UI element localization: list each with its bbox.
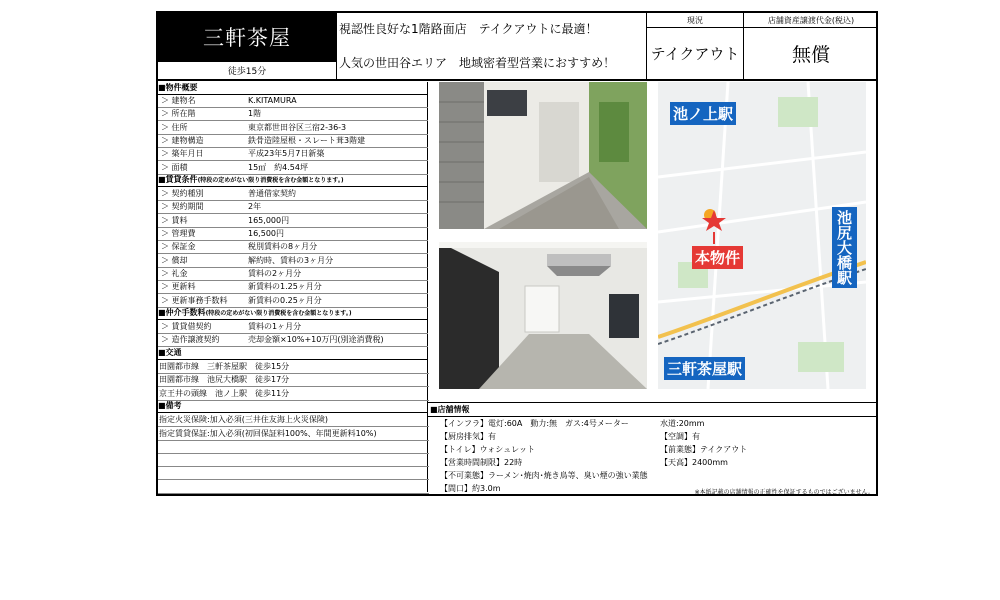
- exterior-photo-drawing: [439, 82, 647, 229]
- lease-key: ＞ 賃料: [161, 215, 188, 225]
- lease-value: 新賃料の1.25ヶ月分: [248, 282, 322, 292]
- brokerage-key: ＞ 賃貸借契約: [161, 322, 212, 332]
- lease-key: ＞ 契約期間: [161, 202, 204, 212]
- overview-row: [158, 134, 428, 148]
- overview-key: ＞ 建物名: [161, 96, 196, 105]
- lease-key: ＞ 保証金: [161, 242, 196, 252]
- lease-row: [158, 187, 428, 201]
- lease-title-note: (特段の定めがない限り消費税を含む金額となります。): [197, 176, 344, 184]
- property-sheet: [156, 11, 878, 496]
- map-label-ikejiri: 池尻大橋駅: [832, 207, 857, 288]
- fee-value: 無償: [791, 44, 830, 66]
- transport-title-text: ■交通: [158, 347, 182, 357]
- lease-key: ＞ 礼金: [161, 268, 188, 278]
- remarks-title: [158, 400, 428, 413]
- store-info-line: 【インフラ】電灯:60A 動力:無 ガス:4号メーター: [440, 419, 629, 428]
- overview-value: 15㎡ 約4.54坪: [248, 162, 308, 172]
- left-table: [158, 82, 428, 492]
- lease-value: 2年: [248, 202, 262, 212]
- overview-value: 平成23年5月7日新築: [248, 149, 325, 159]
- remarks-line: 指定賃貸保証:加入必須(初回保証料100%、年間更新料10%): [158, 427, 429, 441]
- overview-key: ＞ 築年月日: [161, 149, 204, 159]
- lease-title-text: ■賃貸条件: [158, 174, 198, 184]
- brokerage-key: ＞ 造作譲渡契約: [161, 335, 220, 345]
- lease-value: 16,500円: [248, 229, 284, 238]
- store-info-line: 【営業時間制限】22時: [440, 458, 523, 467]
- remarks-line: 指定火災保険:加入必須(三井住友海上火災保険): [158, 413, 429, 427]
- map-label-ikenoue: 池ノ上駅: [670, 102, 736, 125]
- interior-photo-drawing: [439, 242, 647, 389]
- overview-value: 1階: [248, 109, 262, 119]
- store-name: 三軒茶屋: [158, 13, 336, 61]
- overview-key: ＞ 建物構造: [161, 135, 204, 145]
- catchphrase-box: [336, 13, 647, 79]
- store-info-line: 【不可業態】ラーメン･焼肉･焼き鳥等、臭い煙の強い業態: [440, 471, 648, 480]
- lease-row: [158, 294, 428, 308]
- brokerage-value: 賃料の1ヶ月分: [248, 322, 302, 332]
- lease-title: [158, 174, 428, 187]
- lease-key: ＞ 更新料: [161, 282, 196, 292]
- walk-time: 徒歩15分: [158, 61, 336, 79]
- lease-value: 解約時、賃料の3ヶ月分: [248, 255, 334, 265]
- lease-row: [158, 254, 428, 268]
- divider: [158, 79, 876, 81]
- lease-row: [158, 200, 428, 214]
- brokerage-value: 売却金額×10%+10万円(別途消費税): [248, 335, 384, 345]
- map-label-sangenjaya: 三軒茶屋駅: [664, 357, 745, 380]
- catchphrase-1: 視認性良好な1階路面店 テイクアウトに最適！: [339, 22, 598, 36]
- lease-value: 165,000円: [248, 215, 290, 225]
- blank-row: [158, 440, 429, 454]
- blank-row: [158, 480, 429, 494]
- overview-row: [158, 147, 428, 161]
- lease-value: 税別賃料の8ヶ月分: [248, 242, 318, 252]
- transport-line: 田園都市線 池尻大橋駅 徒歩17分: [158, 373, 429, 387]
- brokerage-title: [158, 307, 428, 320]
- overview-key: ＞ 面積: [161, 162, 188, 172]
- transport-line: 京王井の頭線 池ノ上駅 徒歩11分: [158, 387, 429, 401]
- lease-key: ＞ 契約種別: [161, 189, 204, 199]
- fee-label: 店舗資産譲渡代金(税込): [744, 13, 878, 28]
- store-info-line-right: 【空調】有: [660, 432, 700, 441]
- catchphrase-2: 人気の世田谷エリア 地域密着型営業におすすめ！: [339, 56, 616, 70]
- store-info-line-right: 水道:20mm: [660, 419, 705, 428]
- overview-row: [158, 121, 428, 135]
- store-info-line-right: 【天高】2400mm: [660, 458, 728, 467]
- lease-row: [158, 280, 428, 294]
- status-value: テイクアウト: [647, 28, 744, 79]
- exterior-photo: [439, 82, 647, 229]
- store-info-title: ■店舗情報: [430, 405, 470, 414]
- overview-row: [158, 94, 428, 108]
- overview-key: ＞ 住所: [161, 122, 188, 132]
- store-info-line: 【トイレ】ウォシュレット: [440, 445, 536, 454]
- lease-row: [158, 214, 428, 228]
- overview-row: [158, 107, 428, 121]
- lease-value: 賃料の2ヶ月分: [248, 268, 302, 278]
- store-info: [428, 402, 876, 494]
- transport-line: 田園都市線 三軒茶屋駅 徒歩15分: [158, 360, 429, 374]
- lease-key: ＞ 償却: [161, 255, 188, 265]
- lease-row: [158, 267, 428, 281]
- area-map: [658, 82, 866, 389]
- remarks-title-text: ■備考: [158, 400, 182, 410]
- overview-value: K.KITAMURA: [248, 96, 297, 105]
- store-info-divider: [428, 416, 876, 417]
- interior-photo: [439, 242, 647, 389]
- disclaimer: ※本紙記載の店舗情報の正確性を保証するものではございません。: [694, 489, 874, 496]
- lease-row: [158, 240, 428, 254]
- status-label: 現況: [647, 13, 744, 28]
- lease-key: ＞ 管理費: [161, 229, 196, 238]
- overview-value: 鉄骨造陸屋根・スレート葺3階建: [248, 135, 366, 145]
- lease-key: ＞ 更新事務手数料: [161, 295, 228, 305]
- map-label-property: 本物件: [692, 246, 743, 269]
- overview-title: ■物件概要: [158, 82, 428, 95]
- brokerage-row: [158, 333, 428, 347]
- store-info-line-right: 【前業態】テイクアウト: [660, 445, 748, 454]
- overview-row: [158, 161, 428, 175]
- store-info-line: 【間口】約3.0m: [440, 484, 501, 493]
- lease-value: 普通借家契約: [248, 189, 296, 199]
- store-info-line: 【厨房排気】有: [440, 432, 496, 441]
- blank-row: [158, 453, 429, 467]
- overview-value: 東京都世田谷区三宿2-36-3: [248, 122, 347, 132]
- brokerage-row: [158, 320, 428, 334]
- transport-title: [158, 347, 428, 360]
- lease-row: [158, 227, 428, 241]
- brokerage-title-note: (特段の定めがない限り消費税を含む金額となります。): [205, 309, 352, 317]
- overview-key: ＞ 所在階: [161, 109, 196, 119]
- lease-value: 新賃料の0.25ヶ月分: [248, 295, 322, 305]
- blank-row: [158, 466, 429, 480]
- brokerage-title-text: ■仲介手数料: [158, 307, 206, 317]
